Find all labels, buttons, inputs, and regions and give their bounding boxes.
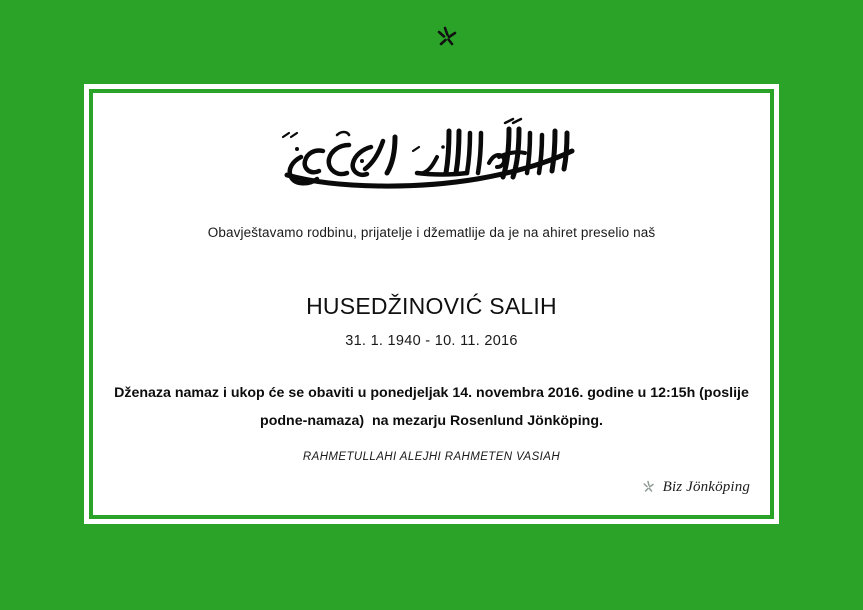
calligraphy-block (93, 115, 770, 199)
announcement-frame-inner (89, 89, 774, 519)
crescent-star-icon (626, 473, 656, 501)
crescent-star-icon (401, 11, 463, 63)
intro-line: Obavještavamo rodbinu, prijatelje i džematlije da je na ahiret preselio naš (207, 225, 656, 240)
deceased-dates: 31. 1. 1940 - 10. 11. 2016 (345, 333, 518, 349)
brand-name: Biz Jönköping (662, 478, 750, 495)
arabic-calligraphy-inna-lillahi-icon (267, 117, 597, 197)
announcement-frame-middle (84, 84, 779, 524)
funeral-details: Dženaza namaz i ukop će se obaviti u ponedjeljak 14. novembra 2016. godine u 12:15h (poslije podne-namaza) na mezarju Rosenlund Jönköping. (114, 385, 753, 429)
brand-lockup (626, 473, 750, 501)
closing-prayer: RAHMETULLAHI ALEJHI RAHMETEN VASIAH (302, 451, 561, 463)
announcement-frame-outer (78, 78, 785, 530)
deceased-name: HUSEDŽINOVIĆ SALIH (306, 293, 557, 319)
header-logo (0, 8, 863, 66)
announcement-card (93, 93, 770, 515)
